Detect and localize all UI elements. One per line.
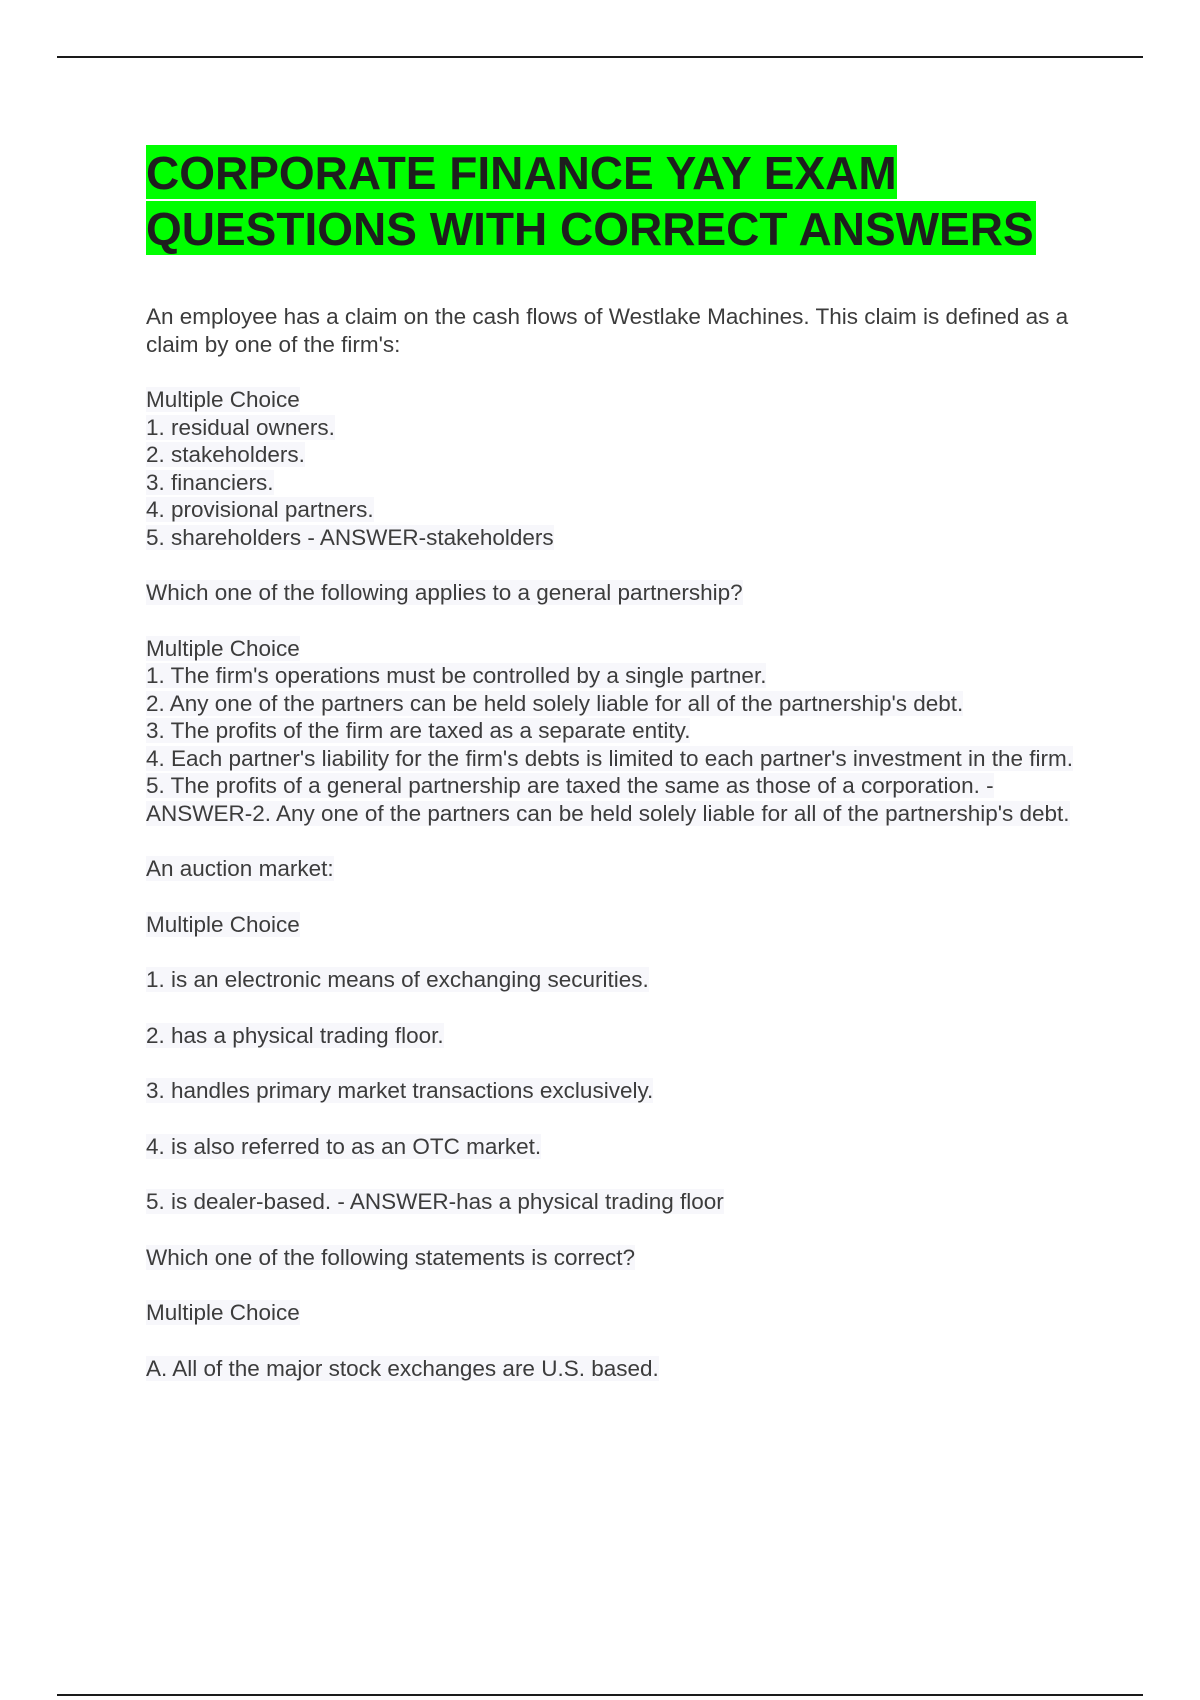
question-1-option-1: 1. residual owners. [146,414,335,440]
question-4-stem: Which one of the following statements is correct? [146,1244,635,1270]
question-4-option-1: A. All of the major stock exchanges are U.S. based. [146,1355,659,1381]
question-1-option-3: 3. financiers. [146,469,274,495]
question-2-option-3: 3. The profits of the firm are taxed as a separate entity. [146,718,691,743]
question-1-label: Multiple Choice [146,387,300,412]
question-1 [146,303,1086,551]
question-2-option-5: 5. The profits of a general partnership are taxed the same as those of a corporation. - ANSWER-2. Any one of the partners can be held solely liable for all of the partnership's debt. [146,773,1070,826]
question-3-option-2: 2. has a physical trading floor. [146,1022,444,1048]
question-3-label: Multiple Choice [146,911,300,937]
question-2-option-1: 1. The firm's operations must be controlled by a single partner. [146,663,767,688]
document-body [146,145,1086,1382]
question-1-option-4: 4. provisional partners. [146,497,374,522]
question-2-label: Multiple Choice [146,635,300,661]
question-4-label: Multiple Choice [146,1300,300,1325]
question-1-option-5: 5. shareholders - ANSWER-stakeholders [146,524,554,550]
question-3 [146,855,1086,1216]
document-title [146,145,1086,257]
question-3-stem: An auction market: [146,856,334,881]
question-1-option-2: 2. stakeholders. [146,442,305,467]
question-2-option-4: 4. Each partner's liability for the firm's debts is limited to each partner's investment in the firm. [146,745,1074,771]
question-2-stem: Which one of the following applies to a general partnership? [146,580,743,605]
question-3-option-4: 4. is also referred to as an OTC market. [146,1133,542,1159]
title-highlight: CORPORATE FINANCE YAY EXAM QUESTIONS WITH CORRECT ANSWERS [146,147,1034,255]
question-4 [146,1244,1086,1383]
question-1-stem: An employee has a claim on the cash flows of Westlake Machines. This claim is defined as a claim by one of the firm's: [146,304,1069,357]
question-3-option-3: 3. handles primary market transactions exclusively. [146,1078,654,1103]
question-2-option-2: 2. Any one of the partners can be held solely liable for all of the partnership's debt. [146,690,964,716]
top-rule [57,56,1143,58]
bottom-rule [57,1694,1143,1696]
question-3-option-5: 5. is dealer-based. - ANSWER-has a physical trading floor [146,1189,724,1214]
question-3-option-1: 1. is an electronic means of exchanging securities. [146,967,649,992]
question-2 [146,579,1086,827]
